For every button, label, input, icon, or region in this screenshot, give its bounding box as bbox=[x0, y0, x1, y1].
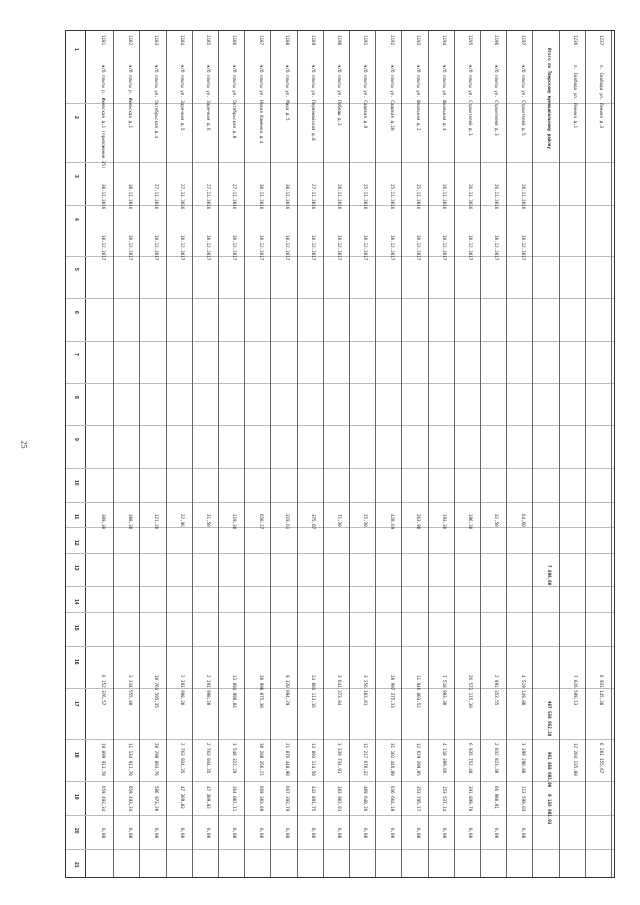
table-cell: 1193 bbox=[415, 35, 421, 46]
table-cell: 1182 bbox=[127, 35, 133, 46]
table-cell: 0,00 bbox=[101, 828, 107, 839]
table-cell: 12 629 399,05 bbox=[415, 743, 421, 777]
table-cell: 26.11.2016 bbox=[441, 183, 447, 209]
table-cell: 13 893 114,50 bbox=[310, 743, 316, 777]
table-cell: 319,61 bbox=[284, 514, 290, 530]
table-cell: 6 935 752,40 bbox=[468, 743, 474, 774]
table-cell: ж/б плиты ул. Октябрьская д.4 bbox=[153, 64, 159, 139]
table-cell: ж/б плиты ул. Первомайская д.8 bbox=[310, 64, 316, 141]
table-cell: 1187 bbox=[258, 35, 264, 46]
table-cell: 650,27 bbox=[258, 514, 264, 530]
column-header: 4 bbox=[73, 217, 79, 221]
table-cell: 12 204 135,08 bbox=[572, 743, 578, 777]
column-header: 20 bbox=[73, 828, 79, 834]
table-cell: 659 493,34 bbox=[127, 785, 133, 811]
table-cell: ж/б плиты ул. Строителей д.1 bbox=[468, 64, 474, 136]
table-cell: ж/б плиты ул. Октябрьская д.8 bbox=[232, 64, 238, 139]
table-cell: 71,30 bbox=[337, 514, 343, 527]
table-cell: 409 640,26 bbox=[363, 785, 369, 811]
column-header-strip bbox=[66, 31, 86, 877]
table-cell: 10.12.2017 bbox=[468, 234, 474, 260]
table-cell: 13 894 998,84 bbox=[232, 675, 238, 709]
table-cell: 0,00 bbox=[206, 828, 212, 839]
table-cell: 10.12.2017 bbox=[206, 234, 212, 260]
table-cell: 193,30 bbox=[441, 514, 447, 530]
table-cell: 66 988,81 bbox=[494, 785, 500, 809]
table-cell: 11 217 676,32 bbox=[363, 743, 369, 777]
table-cell: 6 931 145,38 bbox=[599, 675, 605, 706]
page-number: 25 bbox=[19, 440, 29, 449]
table-cell: 153 537,14 bbox=[441, 785, 447, 811]
table-cell: ж/б плиты ул. Школьная д.2 bbox=[415, 64, 421, 131]
table-cell: 27.11.2016 bbox=[310, 183, 316, 209]
column-header: 19 bbox=[73, 794, 79, 800]
table-cell: 442 891,75 bbox=[310, 785, 316, 811]
table-cell: 9 320 094,29 bbox=[284, 675, 290, 706]
table-cell: ж/б плиты ул. Мира д.5 bbox=[284, 64, 290, 121]
table-cell: 2 391 998,20 bbox=[179, 675, 185, 706]
table-cell: 1188 bbox=[284, 35, 290, 46]
table-cell: 3 256 103,81 bbox=[363, 675, 369, 706]
table-cell: 1196 bbox=[494, 35, 500, 46]
table-cell: 353 795,17 bbox=[415, 785, 421, 811]
column-header: 15 bbox=[73, 624, 79, 631]
table-cell: 4 519 149,80 bbox=[520, 675, 526, 706]
column-header: 2 bbox=[73, 115, 79, 119]
table-cell: 0,00 bbox=[232, 828, 238, 839]
table-cell: 47 309,83 bbox=[206, 785, 212, 809]
table-cell: 10.12.2017 bbox=[310, 234, 316, 260]
column-header: 16 bbox=[73, 658, 79, 665]
table-cell: 3 339 734,91 bbox=[337, 743, 343, 774]
table-cell: 10.12.2017 bbox=[258, 234, 264, 260]
column-header: 9 bbox=[73, 438, 79, 441]
table-cell: 25.11.2016 bbox=[389, 183, 395, 209]
table-cell: ж/б плиты ул. Строителей д.5 bbox=[520, 64, 526, 136]
table-cell: 31,50 bbox=[206, 514, 212, 527]
table-cell: 10 763 595,35 bbox=[153, 675, 159, 709]
table-cell: 0,00 bbox=[258, 828, 264, 839]
table-cell: 10.12.2017 bbox=[101, 234, 107, 260]
table-cell: 31 102 446,80 bbox=[389, 743, 395, 777]
column-header: 10 bbox=[73, 480, 79, 486]
table-cell: 1189 bbox=[310, 35, 316, 46]
table-cell: 10.12.2017 bbox=[179, 234, 185, 260]
table-cell: 25,30 bbox=[363, 514, 369, 527]
table-cell: 1192 bbox=[389, 35, 395, 46]
table-cell: 0,00 bbox=[389, 828, 395, 839]
table-cell: 10.12.2017 bbox=[441, 234, 447, 260]
table-cell: 375,07 bbox=[310, 514, 316, 530]
table-cell: 26.11.2016 bbox=[494, 183, 500, 209]
table-cell: 636 664,10 bbox=[389, 785, 395, 811]
table-cell: 487 558 952,28 bbox=[546, 700, 552, 737]
table-cell: 10.12.2017 bbox=[127, 234, 133, 260]
table-cell: 196,30 bbox=[468, 514, 474, 530]
table-cell: 26.11.2016 bbox=[468, 183, 474, 209]
table-cell: 0,00 bbox=[441, 828, 447, 839]
column-header: 18 bbox=[73, 751, 79, 758]
table-cell: 47 309,83 bbox=[179, 785, 185, 809]
table-cell: 103 982,91 bbox=[337, 785, 343, 811]
table-cell: 30.11.2016 bbox=[284, 183, 290, 209]
table-cell: ж/б плиты ул. Победы д.3 bbox=[337, 64, 343, 126]
column-header: 3 bbox=[73, 175, 79, 178]
table-cell: 308,30 bbox=[127, 514, 133, 530]
table-cell: ж/б плиты ул. Школьная д.4 bbox=[441, 64, 447, 131]
table-cell: 25.11.2016 bbox=[363, 183, 369, 209]
table-cell: 10.12.2017 bbox=[415, 234, 421, 260]
table-cell: 2 291 998,20 bbox=[206, 675, 212, 706]
table-cell: 10.12.2017 bbox=[153, 234, 159, 260]
column-header: 5 bbox=[73, 268, 79, 272]
table-cell: 1190 bbox=[337, 35, 343, 46]
table-cell: 10.12.2017 bbox=[284, 234, 290, 260]
table-cell: 0,00 bbox=[153, 828, 159, 839]
table-cell: 7 898,60 bbox=[546, 565, 552, 586]
table-cell: 1181 bbox=[101, 35, 107, 46]
table-cell: 0,00 bbox=[337, 828, 343, 839]
table-cell: 0,00 bbox=[179, 828, 185, 839]
table-cell: 30.11.2016 bbox=[127, 183, 133, 209]
table-cell: 27.11.2016 bbox=[206, 183, 212, 209]
column-header: 13 bbox=[73, 565, 79, 571]
table-cell: 0,00 bbox=[284, 828, 290, 839]
table-cell: ж/б плиты ул. Новая Каменка д.4 bbox=[258, 64, 264, 144]
table-cell: ж/б плиты р. Ижевская д.1 bbox=[127, 64, 133, 128]
table-cell: 0,00 bbox=[127, 828, 133, 839]
table-cell: 1191 bbox=[363, 35, 369, 46]
table-cell: 0,00 bbox=[468, 828, 474, 839]
column-header: 14 bbox=[73, 599, 79, 605]
table-cell: 1184 bbox=[179, 35, 185, 46]
table-cell: 30.11.2016 bbox=[258, 183, 264, 209]
table-cell: 667 393,79 bbox=[284, 785, 290, 811]
rotated-data-table bbox=[65, 30, 615, 878]
table-cell: 119,30 bbox=[232, 514, 238, 530]
table-cell: 3 399 290,80 bbox=[520, 743, 526, 774]
table-cell: ж/б плиты ул. Садовая д.10 bbox=[389, 64, 395, 131]
column-header: 1 bbox=[73, 47, 79, 51]
table-cell: 9 156 801,93 bbox=[546, 794, 552, 825]
column-header: 12 bbox=[73, 539, 79, 546]
table-cell: 2 763 934,35 bbox=[206, 743, 212, 774]
table-cell: 3 548 322,29 bbox=[232, 743, 238, 774]
table-cell: 0,00 bbox=[363, 828, 369, 839]
table-cell: 28 997 375,33 bbox=[389, 675, 395, 709]
table-cell: 10.12.2017 bbox=[232, 234, 238, 260]
table-cell: 0,00 bbox=[520, 828, 526, 839]
table-cell: 10.12.2017 bbox=[494, 234, 500, 260]
table-cell: 6 152 376,57 bbox=[101, 675, 107, 706]
table-cell: 21 876 448,90 bbox=[284, 743, 290, 777]
column-header: 21 bbox=[73, 862, 79, 868]
table-cell: 0,00 bbox=[494, 828, 500, 839]
table-cell: 30.11.2016 bbox=[101, 183, 107, 209]
table-cell: 32,96 bbox=[179, 514, 185, 527]
table-cell: 27.11.2016 bbox=[232, 183, 238, 209]
table-cell: 121,20 bbox=[153, 514, 159, 530]
table-cell: 1237 bbox=[599, 35, 605, 46]
table-cell: 2 032 823,30 bbox=[494, 743, 500, 774]
table-cell: 113 599,03 bbox=[520, 785, 526, 811]
table-cell: 26.11.2016 bbox=[337, 183, 343, 209]
table-cell: п. Свобода ул. Ленина д.3 bbox=[599, 64, 605, 128]
table-cell: 27.11.2016 bbox=[179, 183, 185, 209]
table-cell: 6 201 155,67 bbox=[599, 743, 605, 774]
table-cell: 64,60 bbox=[520, 514, 526, 527]
table-cell: 10.12.2017 bbox=[337, 234, 343, 260]
table-cell: 391 899,78 bbox=[468, 785, 474, 811]
table-cell: 309,30 bbox=[101, 514, 107, 530]
table-cell: 1186 bbox=[232, 35, 238, 46]
table-cell: ж/б плиты ул. Заречная д.5 bbox=[179, 64, 185, 131]
table-cell: 428,69 bbox=[389, 514, 395, 530]
table-cell: 961 858 601,08 bbox=[546, 751, 552, 788]
table-cell: 3 641 373,84 bbox=[337, 675, 343, 706]
table-cell: 20 990 075,30 bbox=[258, 675, 264, 709]
table-cell: 1195 bbox=[468, 35, 474, 46]
table-cell: 24 003 113,16 bbox=[310, 675, 316, 709]
table-cell: 1236 bbox=[572, 35, 578, 46]
table-cell: 20 298 893,76 bbox=[153, 743, 159, 777]
table-cell: 1185 bbox=[206, 35, 212, 46]
table-cell: 25.11.2016 bbox=[415, 183, 421, 209]
total-row bbox=[533, 31, 559, 877]
table-cell: ж/б плиты ул. Строителей д.3 bbox=[494, 64, 500, 136]
table-cell: 1194 bbox=[441, 35, 447, 46]
table-cell: ж/б плиты р. Ижевская д.1 (приложение 35) bbox=[101, 64, 107, 169]
table-cell: ж/б плиты ул. Садовая д.9 bbox=[363, 64, 369, 128]
table-cell: 659 493,34 bbox=[101, 785, 107, 811]
table-cell: 4 118 399,66 bbox=[441, 743, 447, 774]
table-cell: 1183 bbox=[153, 35, 159, 46]
table-cell: 10.12.2017 bbox=[389, 234, 395, 260]
table-cell: 7 518 993,30 bbox=[441, 675, 447, 706]
table-cell: 3 234 555,40 bbox=[127, 675, 133, 706]
table-cell: 264 002,11 bbox=[232, 785, 238, 811]
table-cell: 586 973,20 bbox=[153, 785, 159, 811]
table-cell: 263,90 bbox=[415, 514, 421, 530]
table-cell: 11 946 803,52 bbox=[415, 675, 421, 709]
table-cell: 0,00 bbox=[415, 828, 421, 839]
table-cell: 19 899 911,70 bbox=[101, 743, 107, 777]
column-header: 7 bbox=[73, 353, 79, 357]
table-cell: 669 303,89 bbox=[258, 785, 264, 811]
table-cell: 32,50 bbox=[494, 514, 500, 527]
column-header: 11 bbox=[73, 514, 79, 520]
table-cell: 10.12.2017 bbox=[520, 234, 526, 260]
column-header: 8 bbox=[73, 395, 79, 399]
table-cell: 26.11.2016 bbox=[520, 183, 526, 209]
table-cell: 11 134 911,70 bbox=[127, 743, 133, 777]
table-cell: 0,00 bbox=[310, 828, 316, 839]
table-cell: ж/б плиты ул. Заречная д.6 bbox=[206, 64, 212, 131]
table-cell: 1197 bbox=[520, 35, 526, 46]
table-cell: 26 571 115,30 bbox=[468, 675, 474, 709]
table-cell: 2 891 353,55 bbox=[494, 675, 500, 706]
table-cell: п. Свобода ул. Ленина д.1 bbox=[572, 64, 578, 128]
table-cell: 10.12.2017 bbox=[363, 234, 369, 260]
table-cell: 7 826 599,13 bbox=[572, 675, 578, 706]
table-cell: 30 280 356,21 bbox=[258, 743, 264, 777]
table-cell: 27.11.2016 bbox=[153, 183, 159, 209]
table-cell: 2 763 934,35 bbox=[179, 743, 185, 774]
column-header: 6 bbox=[73, 310, 79, 314]
table-cell: Итого по Тверскому муниципальному району bbox=[546, 47, 552, 149]
column-header: 17 bbox=[73, 700, 79, 707]
